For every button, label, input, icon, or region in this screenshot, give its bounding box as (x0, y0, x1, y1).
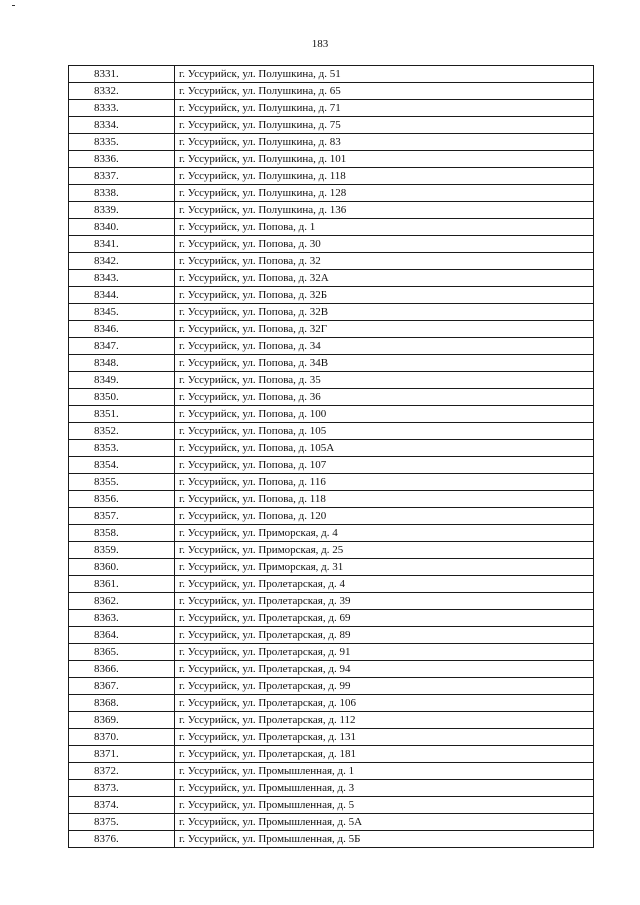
table-row (69, 661, 594, 678)
address-cell: г. Уссурийск, ул. Попова, д. 32 (175, 253, 594, 270)
address-cell: г. Уссурийск, ул. Пролетарская, д. 131 (175, 729, 594, 746)
address-cell: г. Уссурийск, ул. Пролетарская, д. 91 (175, 644, 594, 661)
table-row (69, 355, 594, 372)
address-cell: г. Уссурийск, ул. Попова, д. 118 (175, 491, 594, 508)
row-number-cell: 8340. (69, 219, 175, 236)
address-cell: г. Уссурийск, ул. Попова, д. 30 (175, 236, 594, 253)
address-cell: г. Уссурийск, ул. Попова, д. 116 (175, 474, 594, 491)
address-cell: г. Уссурийск, ул. Пролетарская, д. 39 (175, 593, 594, 610)
table-row (69, 610, 594, 627)
address-cell: г. Уссурийск, ул. Промышленная, д. 5А (175, 814, 594, 831)
row-number-cell: 8349. (69, 372, 175, 389)
row-number-cell: 8369. (69, 712, 175, 729)
row-number-cell: 8334. (69, 117, 175, 134)
address-cell: г. Уссурийск, ул. Пролетарская, д. 94 (175, 661, 594, 678)
table-row (69, 678, 594, 695)
row-number-cell: 8331. (69, 66, 175, 83)
table-row (69, 576, 594, 593)
address-cell: г. Уссурийск, ул. Полушкина, д. 83 (175, 134, 594, 151)
table-row (69, 525, 594, 542)
row-number-cell: 8336. (69, 151, 175, 168)
row-number-cell: 8333. (69, 100, 175, 117)
table-row (69, 117, 594, 134)
table-row (69, 304, 594, 321)
address-cell: г. Уссурийск, ул. Пролетарская, д. 69 (175, 610, 594, 627)
table-row (69, 491, 594, 508)
table-row (69, 202, 594, 219)
row-number-cell: 8351. (69, 406, 175, 423)
address-cell: г. Уссурийск, ул. Пролетарская, д. 4 (175, 576, 594, 593)
address-cell: г. Уссурийск, ул. Попова, д. 107 (175, 457, 594, 474)
row-number-cell: 8367. (69, 678, 175, 695)
row-number-cell: 8344. (69, 287, 175, 304)
row-number-cell: 8361. (69, 576, 175, 593)
address-cell: г. Уссурийск, ул. Полушкина, д. 71 (175, 100, 594, 117)
table-row (69, 695, 594, 712)
table-row (69, 168, 594, 185)
row-number-cell: 8374. (69, 797, 175, 814)
address-cell: г. Уссурийск, ул. Попова, д. 34 (175, 338, 594, 355)
row-number-cell: 8362. (69, 593, 175, 610)
row-number-cell: 8347. (69, 338, 175, 355)
table-row (69, 780, 594, 797)
row-number-cell: 8346. (69, 321, 175, 338)
table-row (69, 185, 594, 202)
table-row (69, 151, 594, 168)
table-row (69, 83, 594, 100)
address-cell: г. Уссурийск, ул. Попова, д. 34В (175, 355, 594, 372)
row-number-cell: 8353. (69, 440, 175, 457)
address-cell: г. Уссурийск, ул. Попова, д. 100 (175, 406, 594, 423)
page-number: 183 (311, 38, 329, 50)
address-cell: г. Уссурийск, ул. Промышленная, д. 5 (175, 797, 594, 814)
table-row (69, 712, 594, 729)
row-number-cell: 8355. (69, 474, 175, 491)
table-row (69, 236, 594, 253)
row-number-cell: 8358. (69, 525, 175, 542)
address-cell: г. Уссурийск, ул. Пролетарская, д. 112 (175, 712, 594, 729)
address-cell: г. Уссурийск, ул. Попова, д. 105 (175, 423, 594, 440)
table-row (69, 440, 594, 457)
address-cell: г. Уссурийск, ул. Пролетарская, д. 106 (175, 695, 594, 712)
table-row (69, 474, 594, 491)
table-row (69, 746, 594, 763)
address-registry-table (68, 65, 594, 848)
address-cell: г. Уссурийск, ул. Пролетарская, д. 99 (175, 678, 594, 695)
row-number-cell: 8357. (69, 508, 175, 525)
address-cell: г. Уссурийск, ул. Приморская, д. 4 (175, 525, 594, 542)
address-cell: г. Уссурийск, ул. Промышленная, д. 3 (175, 780, 594, 797)
row-number-cell: 8356. (69, 491, 175, 508)
table-row (69, 542, 594, 559)
address-cell: г. Уссурийск, ул. Полушкина, д. 51 (175, 66, 594, 83)
row-number-cell: 8370. (69, 729, 175, 746)
row-number-cell: 8372. (69, 763, 175, 780)
row-number-cell: 8348. (69, 355, 175, 372)
row-number-cell: 8368. (69, 695, 175, 712)
row-number-cell: 8339. (69, 202, 175, 219)
address-cell: г. Уссурийск, ул. Попова, д. 105А (175, 440, 594, 457)
table-row (69, 831, 594, 848)
row-number-cell: 8337. (69, 168, 175, 185)
table-row (69, 814, 594, 831)
table-row (69, 253, 594, 270)
address-cell: г. Уссурийск, ул. Попова, д. 1 (175, 219, 594, 236)
address-cell: г. Уссурийск, ул. Полушкина, д. 65 (175, 83, 594, 100)
row-number-cell: 8375. (69, 814, 175, 831)
table-body (69, 66, 594, 848)
table-row (69, 627, 594, 644)
row-number-cell: 8363. (69, 610, 175, 627)
row-number-cell: 8350. (69, 389, 175, 406)
address-cell: г. Уссурийск, ул. Приморская, д. 31 (175, 559, 594, 576)
row-number-cell: 8342. (69, 253, 175, 270)
address-cell: г. Уссурийск, ул. Промышленная, д. 5Б (175, 831, 594, 848)
table-row (69, 321, 594, 338)
table-row (69, 219, 594, 236)
address-cell: г. Уссурийск, ул. Пролетарская, д. 181 (175, 746, 594, 763)
address-cell: г. Уссурийск, ул. Полушкина, д. 128 (175, 185, 594, 202)
row-number-cell: 8365. (69, 644, 175, 661)
table-row (69, 134, 594, 151)
table-row (69, 406, 594, 423)
table-row (69, 287, 594, 304)
table-row (69, 763, 594, 780)
row-number-cell: 8338. (69, 185, 175, 202)
row-number-cell: 8335. (69, 134, 175, 151)
table-row (69, 457, 594, 474)
table-row (69, 508, 594, 525)
row-number-cell: 8332. (69, 83, 175, 100)
row-number-cell: 8371. (69, 746, 175, 763)
address-cell: г. Уссурийск, ул. Полушкина, д. 136 (175, 202, 594, 219)
table-row (69, 729, 594, 746)
address-cell: г. Уссурийск, ул. Приморская, д. 25 (175, 542, 594, 559)
row-number-cell: 8345. (69, 304, 175, 321)
address-cell: г. Уссурийск, ул. Попова, д. 32Г (175, 321, 594, 338)
table-row (69, 559, 594, 576)
row-number-cell: 8352. (69, 423, 175, 440)
table-row (69, 644, 594, 661)
address-cell: г. Уссурийск, ул. Промышленная, д. 1 (175, 763, 594, 780)
row-number-cell: 8341. (69, 236, 175, 253)
row-number-cell: 8376. (69, 831, 175, 848)
table-row (69, 100, 594, 117)
row-number-cell: 8364. (69, 627, 175, 644)
address-cell: г. Уссурийск, ул. Попова, д. 35 (175, 372, 594, 389)
row-number-cell: 8360. (69, 559, 175, 576)
table-row (69, 66, 594, 83)
address-cell: г. Уссурийск, ул. Попова, д. 120 (175, 508, 594, 525)
table-row (69, 270, 594, 287)
address-cell: г. Уссурийск, ул. Полушкина, д. 75 (175, 117, 594, 134)
row-number-cell: 8343. (69, 270, 175, 287)
table-row (69, 372, 594, 389)
address-cell: г. Уссурийск, ул. Полушкина, д. 118 (175, 168, 594, 185)
address-cell: г. Уссурийск, ул. Попова, д. 32А (175, 270, 594, 287)
address-cell: г. Уссурийск, ул. Попова, д. 32В (175, 304, 594, 321)
row-number-cell: 8366. (69, 661, 175, 678)
table-row (69, 389, 594, 406)
address-cell: г. Уссурийск, ул. Попова, д. 36 (175, 389, 594, 406)
address-cell: г. Уссурийск, ул. Пролетарская, д. 89 (175, 627, 594, 644)
row-number-cell: 8359. (69, 542, 175, 559)
row-number-cell: 8373. (69, 780, 175, 797)
address-cell: г. Уссурийск, ул. Попова, д. 32Б (175, 287, 594, 304)
table-row (69, 338, 594, 355)
row-number-cell: 8354. (69, 457, 175, 474)
table-row (69, 593, 594, 610)
address-cell: г. Уссурийск, ул. Полушкина, д. 101 (175, 151, 594, 168)
table-row (69, 423, 594, 440)
table-row (69, 797, 594, 814)
scan-artifact (12, 5, 15, 6)
